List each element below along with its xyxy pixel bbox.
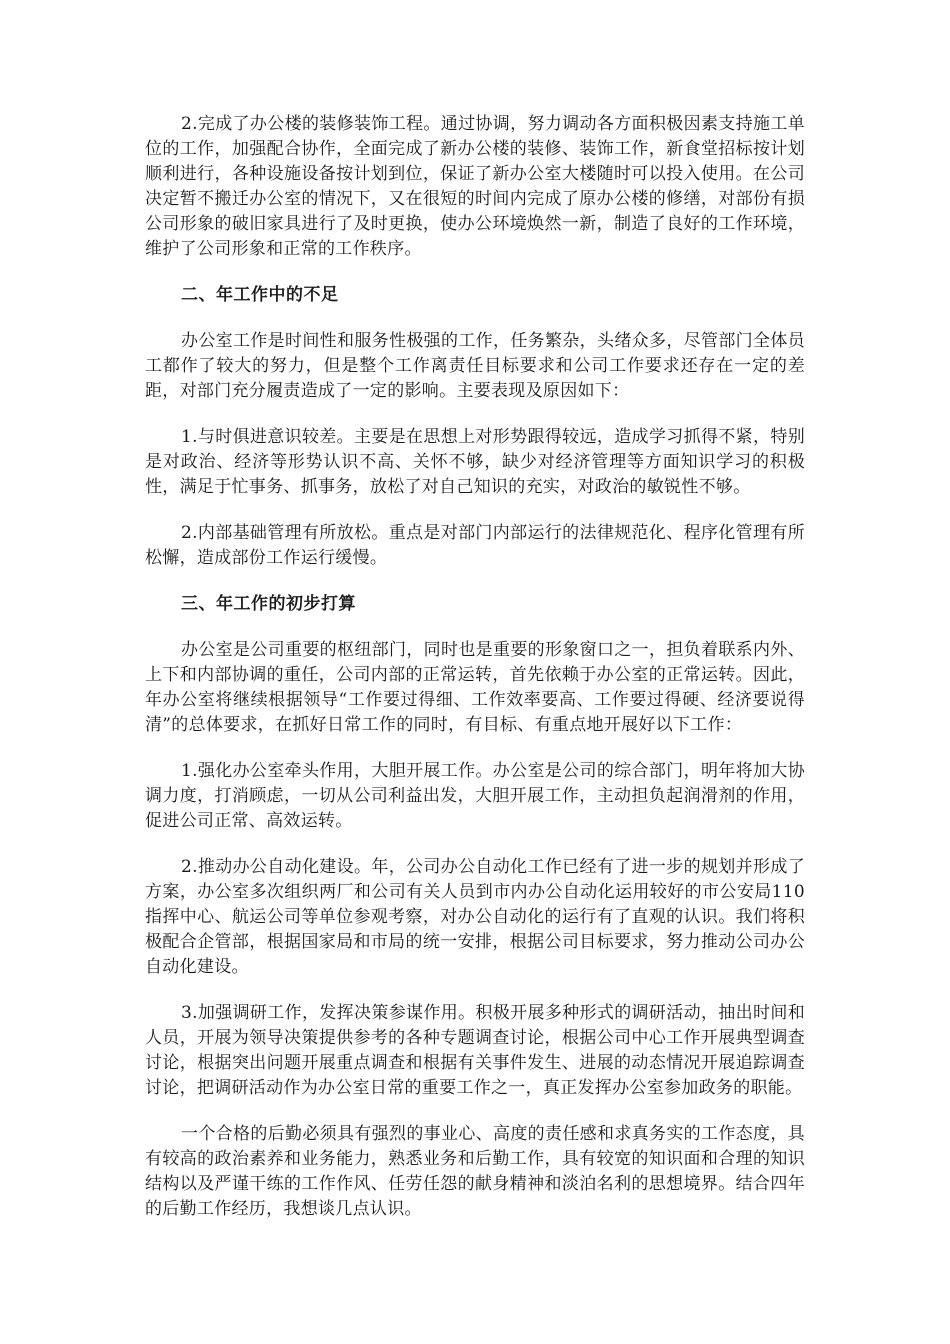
paragraph-logistics: 一个合格的后勤必须具有强烈的事业心、高度的责任感和求真务实的工作态度，具有较高的政治素养和业务能力，熟悉业务和后勤工作，具有较宽的知识面和合理的知识结构以及严谨干练的工作作风、任劳任怨的献身精神和淡泊名利的思想境界。结合四年的后勤工作经历，我想谈几点认识。 xyxy=(145,1124,805,1219)
paragraph-shortcomings-intro: 办公室工作是时间性和服务性极强的工作，任务繁杂，头绪众多，尽管部门全体员工都作了较大的努力，但是整个工作离责任目标要求和公司工作要求还存在一定的差距，对部门充分履责造成了一定的影响。主要表现及原因如下： xyxy=(145,331,805,401)
document-page xyxy=(145,112,805,1243)
paragraph-plan-2: 2.推动办公自动化建设。年，公司办公自动化工作已经有了进一步的规划并形成了方案，办公室多次组织两厂和公司有关人员到市内办公自动化运用较好的市公安局110指挥中心、航运公司等单位参观考察，对办公自动化的运行有了直观的认识。我们将积极配合企管部，根据国家局和市局的统一安排，根据公司目标要求，努力推动公司办公自动化建设。 xyxy=(145,857,805,977)
paragraph-shortcoming-1: 1.与时俱进意识较差。主要是在思想上对形势跟得较远，造成学习抓得不紧，特别是对政治、经济等形势认识不高、关怀不够，缺少对经济管理等方面知识学习的积极性，满足于忙事务、抓事务，放松了对自己知识的充实，对政治的敏锐性不够。 xyxy=(145,427,805,497)
heading-shortcomings: 二、年工作中的不足 xyxy=(181,285,339,305)
paragraph-plan-3: 3.加强调研工作，发挥决策参谋作用。积极开展多种形式的调研活动，抽出时间和人员，开展为领导决策提供参考的各种专题调查讨论，根据公司中心工作开展典型调查讨论，根据突出问题开展重点调查和根据有关事件发生、进展的动态情况开展追踪调查讨论，把调研活动作为办公室日常的重要工作之一，真正发挥办公室参加政务的职能。 xyxy=(145,1003,805,1098)
paragraph-shortcoming-2: 2.内部基础管理有所放松。重点是对部门内部运行的法律规范化、程序化管理有所松懈，造成部份工作运行缓慢。 xyxy=(145,523,805,568)
paragraph-renovation: 2.完成了办公楼的装修装饰工程。通过协调，努力调动各方面积极因素支持施工单位的工作，加强配合协作，全面完成了新办公楼的装修、装饰工作，新食堂招标按计划顺利进行，各种设施设备按计划到位，保证了新办公室大楼随时可以投入使用。在公司决定暂不搬迁办公室的情况下，又在很短的时间内完成了原办公楼的修缮，对部份有损公司形象的破旧家具进行了及时更换，使办公环境焕然一新，制造了良好的工作环境，维护了公司形象和正常的工作秩序。 xyxy=(145,114,805,259)
paragraph-plan-1: 1.强化办公室牵头作用，大胆开展工作。办公室是公司的综合部门，明年将加大协调力度，打消顾虑，一切从公司利益出发，大胆开展工作，主动担负起润滑剂的作用，促进公司正常、高效运转。 xyxy=(145,761,805,831)
paragraph-plans-intro: 办公室是公司重要的枢纽部门，同时也是重要的形象窗口之一，担负着联系内外、上下和内部协调的重任，公司内部的正常运转，首先依赖于办公室的正常运转。因此，年办公室将继续根据领导“工作要过得细、工作效率要高、工作要过得硬、经济要说得清”的总体要求，在抓好日常工作的同时，有目标、有重点地开展好以下工作： xyxy=(145,640,805,735)
heading-plans: 三、年工作的初步打算 xyxy=(181,594,356,614)
